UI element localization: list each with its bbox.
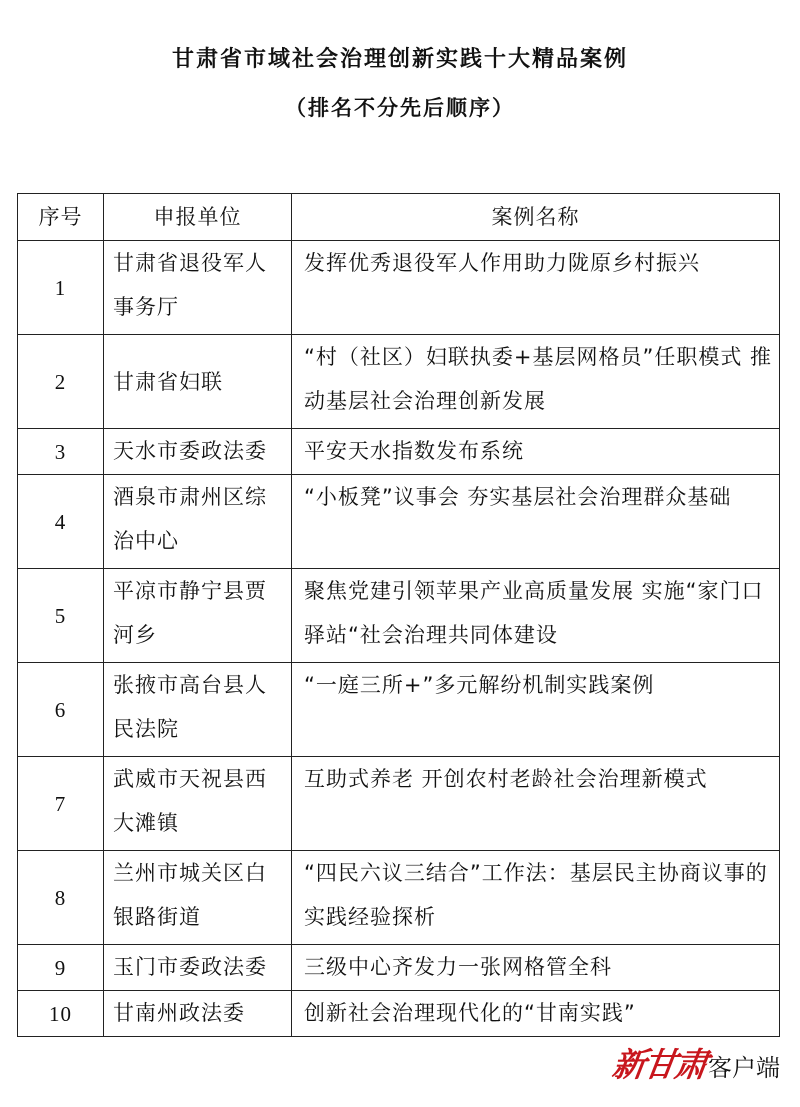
row-number: 7 bbox=[18, 757, 104, 851]
row-unit: 平凉市静宁县贾河乡 bbox=[104, 569, 292, 663]
header-unit: 申报单位 bbox=[104, 194, 292, 241]
table-row bbox=[18, 429, 780, 475]
watermark-suffix: 客户端 bbox=[708, 1048, 780, 1086]
row-number: 6 bbox=[18, 663, 104, 757]
row-number: 1 bbox=[18, 241, 104, 335]
row-case-name: “村（社区）妇联执委+基层网格员”任职模式 推动基层社会治理创新发展 bbox=[292, 335, 780, 429]
table-row bbox=[18, 569, 780, 663]
table-row bbox=[18, 663, 780, 757]
row-unit: 张掖市高台县人民法院 bbox=[104, 663, 292, 757]
row-case-name: 互助式养老 开创农村老龄社会治理新模式 bbox=[292, 757, 780, 851]
row-number: 4 bbox=[18, 475, 104, 569]
row-number: 8 bbox=[18, 851, 104, 945]
row-unit: 甘肃省退役军人事务厅 bbox=[104, 241, 292, 335]
row-unit: 酒泉市肃州区综治中心 bbox=[104, 475, 292, 569]
table-row bbox=[18, 757, 780, 851]
document-subtitle: （排名不分先后顺序） bbox=[285, 95, 515, 120]
table-row bbox=[18, 335, 780, 429]
header-number: 序号 bbox=[18, 194, 104, 241]
row-case-name: 发挥优秀退役军人作用助力陇原乡村振兴 bbox=[292, 241, 780, 335]
table-row bbox=[18, 991, 780, 1037]
row-unit: 武威市天祝县西大滩镇 bbox=[104, 757, 292, 851]
row-unit: 天水市委政法委 bbox=[104, 429, 292, 475]
header-case-name: 案例名称 bbox=[292, 194, 780, 241]
row-number: 5 bbox=[18, 569, 104, 663]
watermark bbox=[609, 1038, 780, 1086]
watermark-logo: 新甘肃 bbox=[609, 1045, 709, 1084]
row-unit: 兰州市城关区白银路街道 bbox=[104, 851, 292, 945]
row-unit: 甘南州政法委 bbox=[104, 991, 292, 1037]
row-case-name: 创新社会治理现代化的“甘南实践” bbox=[292, 991, 780, 1037]
row-case-name: “四民六议三结合”工作法：基层民主协商议事的实践经验探析 bbox=[292, 851, 780, 945]
row-case-name: “小板凳”议事会 夯实基层社会治理群众基础 bbox=[292, 475, 780, 569]
row-unit: 甘肃省妇联 bbox=[104, 335, 292, 429]
row-number: 3 bbox=[18, 429, 104, 475]
table-row bbox=[18, 851, 780, 945]
table-row bbox=[18, 475, 780, 569]
cases-table bbox=[17, 193, 780, 1037]
row-unit: 玉门市委政法委 bbox=[104, 945, 292, 991]
row-case-name: 平安天水指数发布系统 bbox=[292, 429, 780, 475]
document-title: 甘肃省市域社会治理创新实践十大精品案例 bbox=[171, 46, 628, 72]
row-case-name: 聚焦党建引领苹果产业高质量发展 实施“家门口驿站“社会治理共同体建设 bbox=[292, 569, 780, 663]
table-row bbox=[18, 241, 780, 335]
row-number: 10 bbox=[18, 991, 104, 1037]
row-case-name: 三级中心齐发力一张网格管全科 bbox=[292, 945, 780, 991]
row-case-name: “一庭三所+”多元解纷机制实践案例 bbox=[292, 663, 780, 757]
table-row bbox=[18, 945, 780, 991]
table-header-row bbox=[18, 194, 780, 241]
row-number: 2 bbox=[18, 335, 104, 429]
row-number: 9 bbox=[18, 945, 104, 991]
